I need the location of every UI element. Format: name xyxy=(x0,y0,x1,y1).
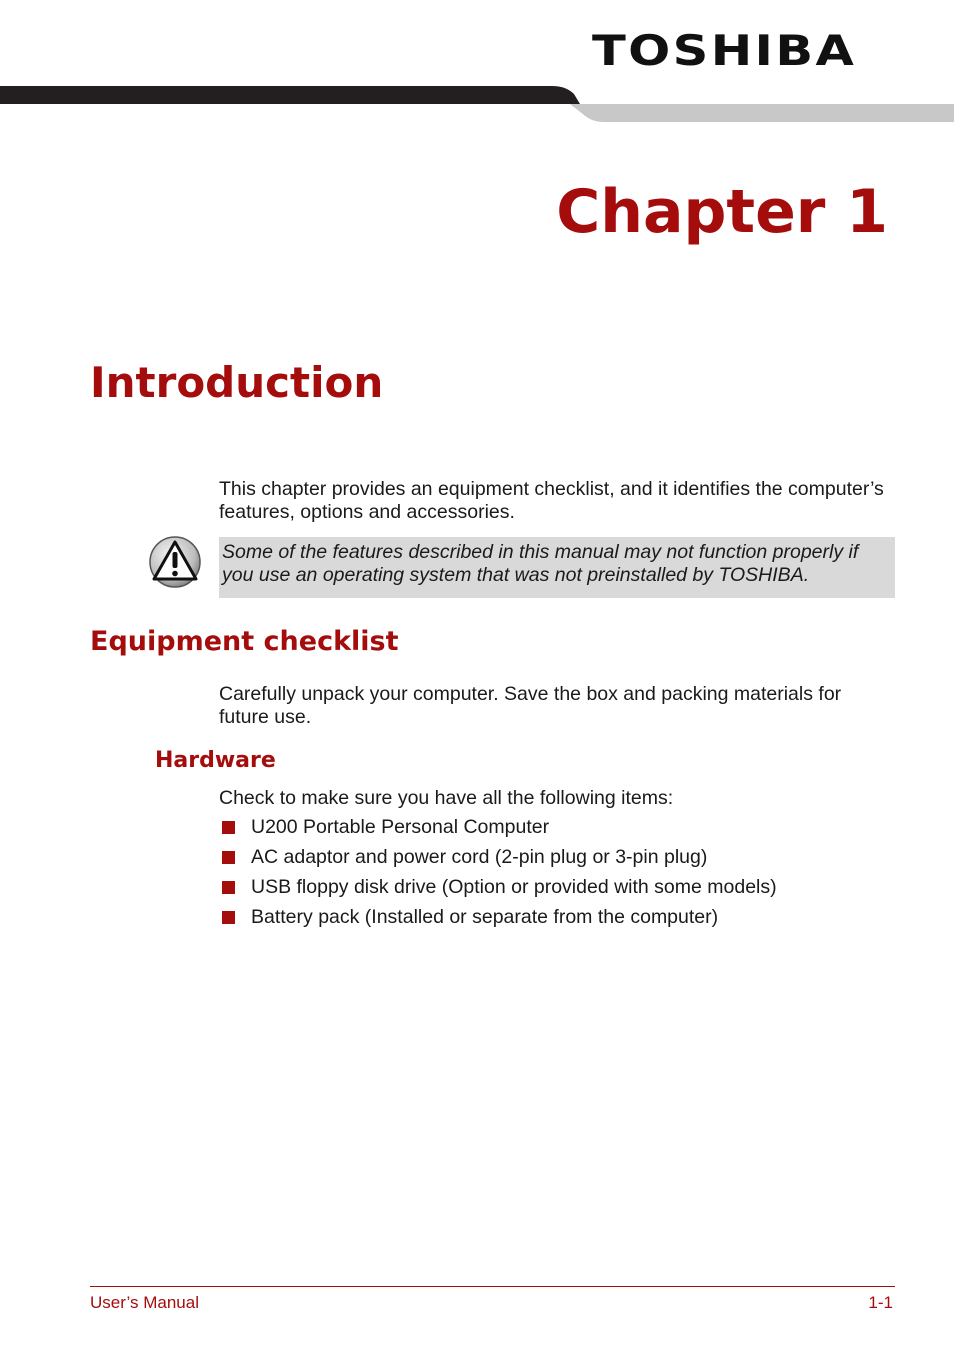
caution-note-box xyxy=(219,537,895,598)
list-item-text: U200 Portable Personal Computer xyxy=(251,816,550,838)
hardware-lead-text: Check to make sure you have all the following items: xyxy=(219,787,674,809)
chapter-title: Chapter 1 xyxy=(556,177,888,247)
intro-paragraph: This chapter provides an equipment checklist, and it identifies the computer’s features, options and accessories. xyxy=(219,478,884,523)
footer-manual-title: User’s Manual xyxy=(90,1293,199,1312)
hardware-heading: Hardware xyxy=(155,748,276,773)
list-item xyxy=(219,906,777,936)
equipment-paragraph: Carefully unpack your computer. Save the box and packing materials for future use. xyxy=(219,683,842,728)
square-bullet-icon xyxy=(222,881,235,894)
list-item xyxy=(219,876,777,906)
square-bullet-icon xyxy=(222,851,235,864)
header-decorative-bars xyxy=(0,84,954,124)
list-item xyxy=(219,846,777,876)
list-item xyxy=(219,816,777,846)
footer-page-number: 1-1 xyxy=(868,1293,893,1312)
header-light-bar xyxy=(570,104,954,122)
square-bullet-icon xyxy=(222,911,235,924)
caution-note-text: Some of the features described in this manual may not function properly if you use an operating system that was not preinstalled by TOSHIBA. xyxy=(222,541,859,586)
footer-rule xyxy=(90,1286,895,1287)
list-item-text: AC adaptor and power cord (2-pin plug or 3-pin plug) xyxy=(251,846,708,868)
equipment-checklist-heading: Equipment checklist xyxy=(90,626,399,657)
section-title: Introduction xyxy=(90,358,384,407)
hardware-items-list xyxy=(219,816,777,936)
toshiba-logo: TOSHIBA xyxy=(592,26,857,75)
list-item-text: USB floppy disk drive (Option or provided with some models) xyxy=(251,876,777,898)
header-dark-bar xyxy=(0,86,580,104)
caution-triangle-icon xyxy=(148,535,202,589)
list-item-text: Battery pack (Installed or separate from the computer) xyxy=(251,906,719,928)
square-bullet-icon xyxy=(222,821,235,834)
